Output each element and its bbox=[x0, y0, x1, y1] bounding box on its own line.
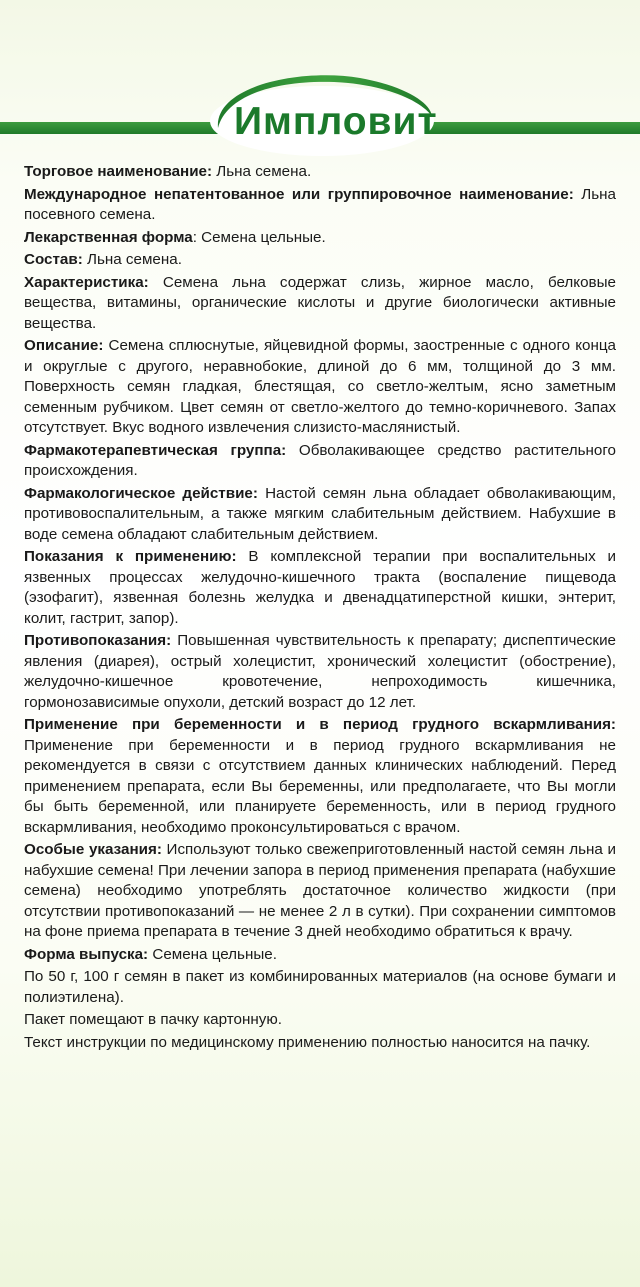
section-text: Семена цельные. bbox=[148, 945, 277, 963]
section-text: Обволакивающее средство растительного происхождения. bbox=[24, 441, 616, 479]
section-text: Настой семян льна обладает обволакивающим, противовоспалительным, а также мягким слабительным действием. Набухшие в воде семена обладают слабительным действием. bbox=[24, 484, 616, 543]
section-text: Повышенная чувствительность к препарату; диспептические явления (диарея), острый холецистит, хронический холецистит (обострение), желудочно-кишечное кровотечение, непроходимость кишечника, гормонозависимые опухоли, детский возраст до 12 лет. bbox=[24, 632, 616, 711]
section-text: Текст инструкции по медицинскому применению полностью наносится на пачку. bbox=[24, 1033, 591, 1051]
section-label: Международное непатентованное или группировочное наименование: bbox=[24, 185, 574, 203]
section-description bbox=[24, 336, 616, 439]
section-text: Применение при беременности и в период грудного вскармливания не рекомендуется в связи с отсутствием данных клинических наблюдений. Перед применением препарата, если Вы беременны, или предполагаете, что Вы могли бы быть беременной, или планируете беременность, или в период грудного вскармливания, необходимо проконсультироваться с врачом. bbox=[24, 736, 616, 836]
section-packaging-box bbox=[24, 1010, 616, 1031]
section-release-form bbox=[24, 945, 616, 966]
section-label: Характеристика: bbox=[24, 273, 149, 291]
section-instruction-note bbox=[24, 1033, 616, 1054]
section-label: Лекарственная форма bbox=[24, 228, 193, 246]
section-text: : Семена цельные. bbox=[192, 228, 326, 246]
section-label: Описание: bbox=[24, 337, 104, 354]
section-text: Льна семена. bbox=[212, 163, 312, 180]
section-pregnancy bbox=[24, 715, 616, 838]
section-characteristics bbox=[24, 273, 616, 335]
section-label: Форма выпуска: bbox=[24, 945, 149, 963]
section-text: В комплексной терапии при воспалительных и язвенных процессах желудочно-кишечного тракта (воспаление пищевода (эзофагит), язвенная болезнь желудка и двенадцатиперстной кишки, энтерит, колит, гастрит, запор). bbox=[24, 548, 616, 627]
section-indications bbox=[24, 547, 616, 629]
section-contraindications bbox=[24, 631, 616, 713]
brand-name: Импловит bbox=[234, 100, 438, 143]
section-text: По 50 г, 100 г семян в пакет из комбинированных материалов (на основе бумаги и полиэтилена). bbox=[24, 968, 616, 1006]
section-label: Противопоказания: bbox=[24, 632, 172, 649]
section-label: Торговое наименование: bbox=[24, 163, 213, 180]
section-label: Фармакологическое действие: bbox=[24, 484, 258, 502]
section-label: Фармакотерапевтическая группа: bbox=[24, 441, 287, 459]
section-text: Льна посевного семена. bbox=[24, 185, 616, 223]
section-dosage-form bbox=[24, 228, 616, 249]
brand-header bbox=[0, 0, 640, 160]
section-trade-name bbox=[24, 162, 616, 183]
section-label: Особые указания: bbox=[24, 841, 162, 858]
section-text: Пакет помещают в пачку картонную. bbox=[24, 1011, 282, 1028]
section-label: Применение при беременности и в период грудного вскармливания: bbox=[24, 716, 616, 733]
section-pharmacotherapeutic-group bbox=[24, 441, 616, 482]
section-text: Семена сплюснутые, яйцевидной формы, заостренные с одного конца и округлые с другого, неравнобокие, длиной до 6 мм, толщиной до 3 мм. Поверхность семян гладкая, блестящая, со светло-желтым, ясно заметным семенным рубчиком. Цвет семян от светло-желтого до темно-коричневого. Запах отсутствует. Вкус водного извлечения слизисто-маслянистый. bbox=[24, 337, 616, 436]
section-pharmacological-action bbox=[24, 484, 616, 546]
section-text: Используют только свежеприготовленный настой семян льна и набухшие семена! При лечении запора в период применения препарата (набухшие семена) необходимо употреблять достаточное количество жидкости (при отсутствии противопоказаний — не менее 2 л в сутки). При сохранении симптомов на фоне приема препарата в течение 3 дней необходимо обратиться к врачу. bbox=[24, 841, 616, 940]
section-text: Льна семена. bbox=[82, 251, 182, 268]
section-text: Семена льна содержат слизь, жирное масло, белковые вещества, витамины, органические кислоты и другие биологически активные вещества. bbox=[24, 273, 616, 332]
section-special-instructions bbox=[24, 840, 616, 943]
section-composition bbox=[24, 250, 616, 271]
section-label: Показания к применению: bbox=[24, 548, 237, 565]
section-inn bbox=[24, 185, 616, 226]
section-label: Состав: bbox=[24, 251, 83, 268]
instruction-text bbox=[24, 162, 616, 1055]
section-packaging bbox=[24, 967, 616, 1008]
